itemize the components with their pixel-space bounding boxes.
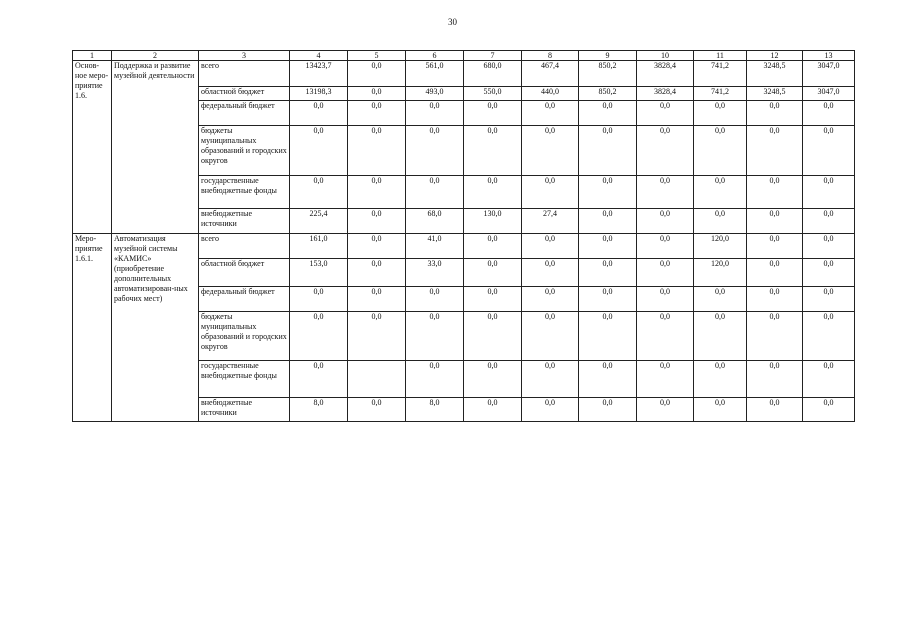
- value-cell: 0,0: [803, 176, 855, 209]
- column-header: 11: [694, 51, 747, 61]
- value-cell: 0,0: [522, 101, 579, 126]
- value-cell: 120,0: [694, 259, 747, 287]
- funding-source: всего: [199, 61, 290, 87]
- value-cell: 0,0: [747, 101, 803, 126]
- value-cell: 0,0: [348, 101, 406, 126]
- funding-source: всего: [199, 234, 290, 259]
- funding-source: федеральный бюджет: [199, 101, 290, 126]
- column-header: 3: [199, 51, 290, 61]
- measure-title: Автоматизация музейной системы «КАМИС» (приобретение дополнительных автоматизирован-ных рабочих мест): [112, 234, 199, 422]
- value-cell: 0,0: [522, 259, 579, 287]
- value-cell: 0,0: [803, 259, 855, 287]
- value-cell: 0,0: [747, 312, 803, 361]
- value-cell: 0,0: [522, 361, 579, 398]
- measure-title: Поддержка и развитие музейной деятельности: [112, 61, 199, 234]
- value-cell: 0,0: [464, 361, 522, 398]
- value-cell: 0,0: [747, 234, 803, 259]
- value-cell: 0,0: [747, 398, 803, 422]
- funding-source: внебюджетные источники: [199, 398, 290, 422]
- value-cell: 0,0: [637, 312, 694, 361]
- value-cell: 0,0: [579, 361, 637, 398]
- value-cell: 3828,4: [637, 87, 694, 101]
- value-cell: 0,0: [637, 259, 694, 287]
- value-cell: 0,0: [406, 361, 464, 398]
- value-cell: 0,0: [522, 398, 579, 422]
- column-header: 12: [747, 51, 803, 61]
- column-header: 1: [73, 51, 112, 61]
- value-cell: 0,0: [406, 101, 464, 126]
- funding-source: государственные внебюджетные фонды: [199, 361, 290, 398]
- value-cell: 0,0: [348, 61, 406, 87]
- value-cell: 0,0: [803, 101, 855, 126]
- value-cell: 850,2: [579, 87, 637, 101]
- column-header: 13: [803, 51, 855, 61]
- column-header: 7: [464, 51, 522, 61]
- measure-code: Меро-приятие 1.6.1.: [73, 234, 112, 422]
- column-header: 8: [522, 51, 579, 61]
- value-cell: 0,0: [348, 87, 406, 101]
- value-cell: 0,0: [464, 312, 522, 361]
- value-cell: 493,0: [406, 87, 464, 101]
- value-cell: 225,4: [290, 209, 348, 234]
- value-cell: 0,0: [290, 126, 348, 176]
- value-cell: 0,0: [348, 259, 406, 287]
- value-cell: 0,0: [464, 126, 522, 176]
- value-cell: 0,0: [290, 312, 348, 361]
- column-header: 9: [579, 51, 637, 61]
- value-cell: 0,0: [579, 398, 637, 422]
- value-cell: 0,0: [348, 234, 406, 259]
- value-cell: 0,0: [694, 398, 747, 422]
- value-cell: 850,2: [579, 61, 637, 87]
- value-cell: 0,0: [464, 176, 522, 209]
- value-cell: 0,0: [637, 101, 694, 126]
- value-cell: 8,0: [406, 398, 464, 422]
- value-cell: 741,2: [694, 87, 747, 101]
- value-cell: 0,0: [694, 312, 747, 361]
- header-row: [73, 51, 855, 61]
- value-cell: 8,0: [290, 398, 348, 422]
- value-cell: 0,0: [694, 209, 747, 234]
- value-cell: 0,0: [803, 361, 855, 398]
- value-cell: 3047,0: [803, 61, 855, 87]
- value-cell: 0,0: [803, 398, 855, 422]
- value-cell: 0,0: [579, 101, 637, 126]
- value-cell: 153,0: [290, 259, 348, 287]
- value-cell: 0,0: [522, 234, 579, 259]
- value-cell: 0,0: [464, 101, 522, 126]
- value-cell: 0,0: [637, 234, 694, 259]
- value-cell: 0,0: [290, 361, 348, 398]
- value-cell: 0,0: [290, 287, 348, 312]
- value-cell: 0,0: [522, 287, 579, 312]
- value-cell: 0,0: [637, 209, 694, 234]
- value-cell: 0,0: [348, 209, 406, 234]
- value-cell: 0,0: [464, 234, 522, 259]
- value-cell: 0,0: [694, 126, 747, 176]
- column-header: 5: [348, 51, 406, 61]
- value-cell: 0,0: [694, 361, 747, 398]
- value-cell: 0,0: [579, 209, 637, 234]
- value-cell: 741,2: [694, 61, 747, 87]
- value-cell: 0,0: [637, 398, 694, 422]
- funding-source: областной бюджет: [199, 87, 290, 101]
- value-cell: 120,0: [694, 234, 747, 259]
- value-cell: 0,0: [747, 209, 803, 234]
- value-cell: 161,0: [290, 234, 348, 259]
- value-cell: 130,0: [464, 209, 522, 234]
- value-cell: 3248,5: [747, 61, 803, 87]
- value-cell: 0,0: [464, 398, 522, 422]
- column-header: 10: [637, 51, 694, 61]
- value-cell: 0,0: [579, 126, 637, 176]
- value-cell: 467,4: [522, 61, 579, 87]
- value-cell: 0,0: [803, 209, 855, 234]
- table-row: [73, 234, 855, 259]
- value-cell: 0,0: [803, 234, 855, 259]
- value-cell: 0,0: [579, 259, 637, 287]
- funding-source: областной бюджет: [199, 259, 290, 287]
- column-header: 2: [112, 51, 199, 61]
- value-cell: 440,0: [522, 87, 579, 101]
- value-cell: 0,0: [747, 126, 803, 176]
- value-cell: 0,0: [803, 312, 855, 361]
- funding-source: бюджеты муниципальных образований и городских округов: [199, 126, 290, 176]
- measure-code: Основ-ное меро-приятие 1.6.: [73, 61, 112, 234]
- value-cell: 680,0: [464, 61, 522, 87]
- column-header: 6: [406, 51, 464, 61]
- value-cell: 0,0: [464, 287, 522, 312]
- value-cell: 0,0: [522, 312, 579, 361]
- table-row: [73, 61, 855, 87]
- value-cell: 3047,0: [803, 87, 855, 101]
- value-cell: 13423,7: [290, 61, 348, 87]
- value-cell: 0,0: [579, 287, 637, 312]
- value-cell: 0,0: [747, 259, 803, 287]
- table-body: [73, 51, 855, 422]
- funding-source: государственные внебюджетные фонды: [199, 176, 290, 209]
- page-number: 30: [448, 17, 457, 27]
- value-cell: 0,0: [406, 176, 464, 209]
- value-cell: 0,0: [579, 312, 637, 361]
- funding-source: внебюджетные источники: [199, 209, 290, 234]
- value-cell: 0,0: [637, 287, 694, 312]
- value-cell: 68,0: [406, 209, 464, 234]
- value-cell: 0,0: [522, 176, 579, 209]
- value-cell: 0,0: [694, 176, 747, 209]
- value-cell: 0,0: [747, 287, 803, 312]
- value-cell: 0,0: [637, 176, 694, 209]
- value-cell: 0,0: [348, 287, 406, 312]
- value-cell: 550,0: [464, 87, 522, 101]
- value-cell: 27,4: [522, 209, 579, 234]
- value-cell: [348, 361, 406, 398]
- value-cell: 0,0: [290, 101, 348, 126]
- value-cell: 0,0: [747, 176, 803, 209]
- value-cell: 0,0: [522, 126, 579, 176]
- value-cell: 0,0: [637, 126, 694, 176]
- value-cell: 41,0: [406, 234, 464, 259]
- value-cell: 0,0: [694, 101, 747, 126]
- value-cell: 0,0: [406, 126, 464, 176]
- value-cell: 33,0: [406, 259, 464, 287]
- value-cell: 561,0: [406, 61, 464, 87]
- value-cell: 0,0: [579, 176, 637, 209]
- value-cell: 0,0: [803, 126, 855, 176]
- value-cell: 0,0: [406, 312, 464, 361]
- value-cell: 0,0: [747, 361, 803, 398]
- value-cell: 0,0: [803, 287, 855, 312]
- funding-source: федеральный бюджет: [199, 287, 290, 312]
- value-cell: 0,0: [348, 126, 406, 176]
- funding-source: бюджеты муниципальных образований и городских округов: [199, 312, 290, 361]
- budget-table: [72, 50, 855, 422]
- value-cell: 0,0: [348, 398, 406, 422]
- value-cell: 0,0: [406, 287, 464, 312]
- value-cell: 0,0: [637, 361, 694, 398]
- value-cell: 0,0: [348, 176, 406, 209]
- value-cell: 3248,5: [747, 87, 803, 101]
- value-cell: 0,0: [579, 234, 637, 259]
- column-header: 4: [290, 51, 348, 61]
- value-cell: 0,0: [290, 176, 348, 209]
- value-cell: 3828,4: [637, 61, 694, 87]
- value-cell: 0,0: [464, 259, 522, 287]
- value-cell: 0,0: [694, 287, 747, 312]
- value-cell: 13198,3: [290, 87, 348, 101]
- value-cell: 0,0: [348, 312, 406, 361]
